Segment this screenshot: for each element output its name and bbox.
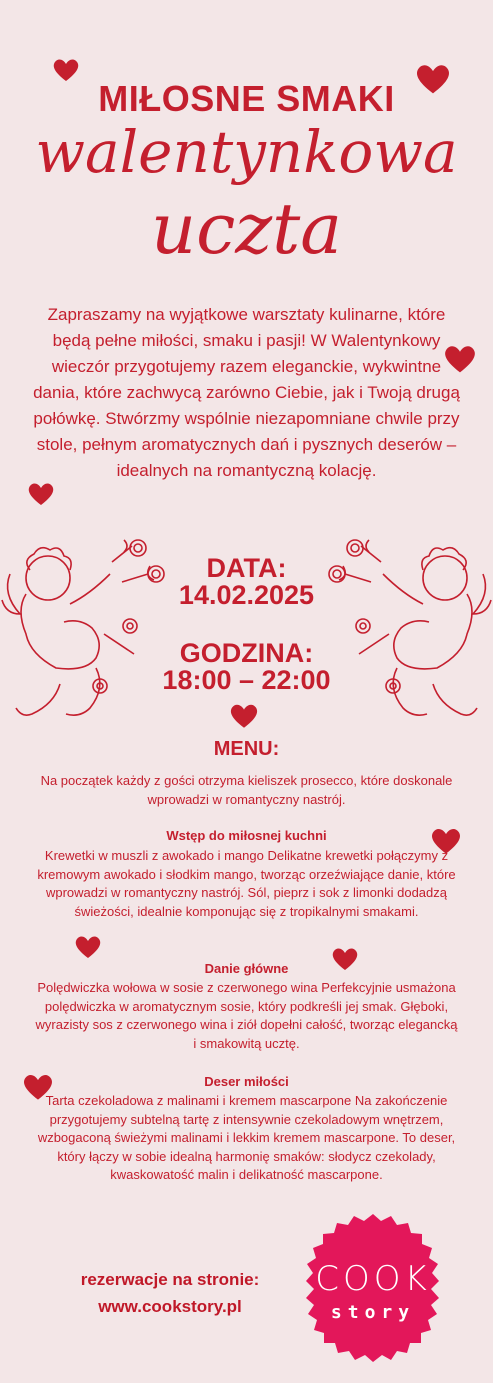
menu-section-heading: Wstęp do miłosnej kuchni (166, 828, 327, 843)
menu-section-text: Krewetki w muszli z awokado i mango Delikatne krewetki połączymy z kremowym awokado i słodkim mango, tworząc orzeźwiające danie, które wprowadzi w romantyczny nastrój. Sól, pieprz i sok z limonki dodadzą świeżości, idealnie komponując się z tropikalnymi smakami. (37, 848, 456, 919)
date-label: DATA: (206, 553, 287, 583)
menu-welcome-text: Na początek każdy z gości otrzyma kieliszek prosecco, które doskonale wprowadzi w romantyczny nastrój. (40, 773, 453, 807)
logo-word-cook: COOK (315, 1259, 431, 1299)
logo-word-story: story (330, 1302, 416, 1323)
title-line-3: uczta (150, 188, 343, 270)
menu-section-text: Polędwiczka wołowa w sosie z czerwonego wina Perfekcyjnie usmażona polędwiczka w aromatycznym sosie, który podkreśli jej smak. Głęboki, wyrazisty sos z czerwonego wina i ziół dopełni całość, tworząc elegancką i smakowitą ucztę. (35, 980, 458, 1051)
cookstory-logo (295, 1212, 451, 1368)
title-line-1: MIŁOSNE SMAKI (98, 78, 395, 119)
reservation-info (50, 1266, 290, 1320)
menu-title: MENU: (213, 738, 280, 760)
menu-section-text: Tarta czekoladowa z malinami i kremem mascarpone Na zakończenie przygotujemy subtelną tartę z intensywnie czekoladowym wnętrzem, wzbogaconą świeżymi malinami i lekkim kremem mascarpone. To deser, który łączy w sobie idealną harmonię smaków: słodycz czekolady, kwaskowatość malin i delikatność mascarpone. (37, 1093, 456, 1182)
time-label: GODZINA: (179, 638, 314, 668)
title-line-2: walentynkowa (35, 118, 458, 186)
reservation-link[interactable]: www.cookstory.pl (98, 1297, 242, 1316)
intro-paragraph: Zapraszamy na wyjątkowe warsztaty kulinarne, które będą pełne miłości, smaku i pasji! W Walentynkowy wieczór przygotujemy razem eleganckie, wykwintne dania, które zachwycą zarówno Ciebie, jak i Twoją drugą połówkę. Stwórzmy wspólnie niezapomniane chwile przy stole, pełnym aromatycznych dań i pysznych deserów – idealnych na romantyczną kolację. (33, 305, 460, 480)
menu-section-heading: Danie główne (204, 961, 289, 976)
heart-icon (74, 934, 102, 960)
time-value: 18:00 – 22:00 (162, 665, 331, 695)
heart-icon (229, 702, 259, 730)
menu-section-heading: Deser miłości (204, 1074, 289, 1089)
reservation-label: rezerwacje na stronie: (80, 1270, 260, 1289)
date-value: 14.02.2025 (178, 580, 315, 610)
heart-icon (27, 481, 55, 507)
